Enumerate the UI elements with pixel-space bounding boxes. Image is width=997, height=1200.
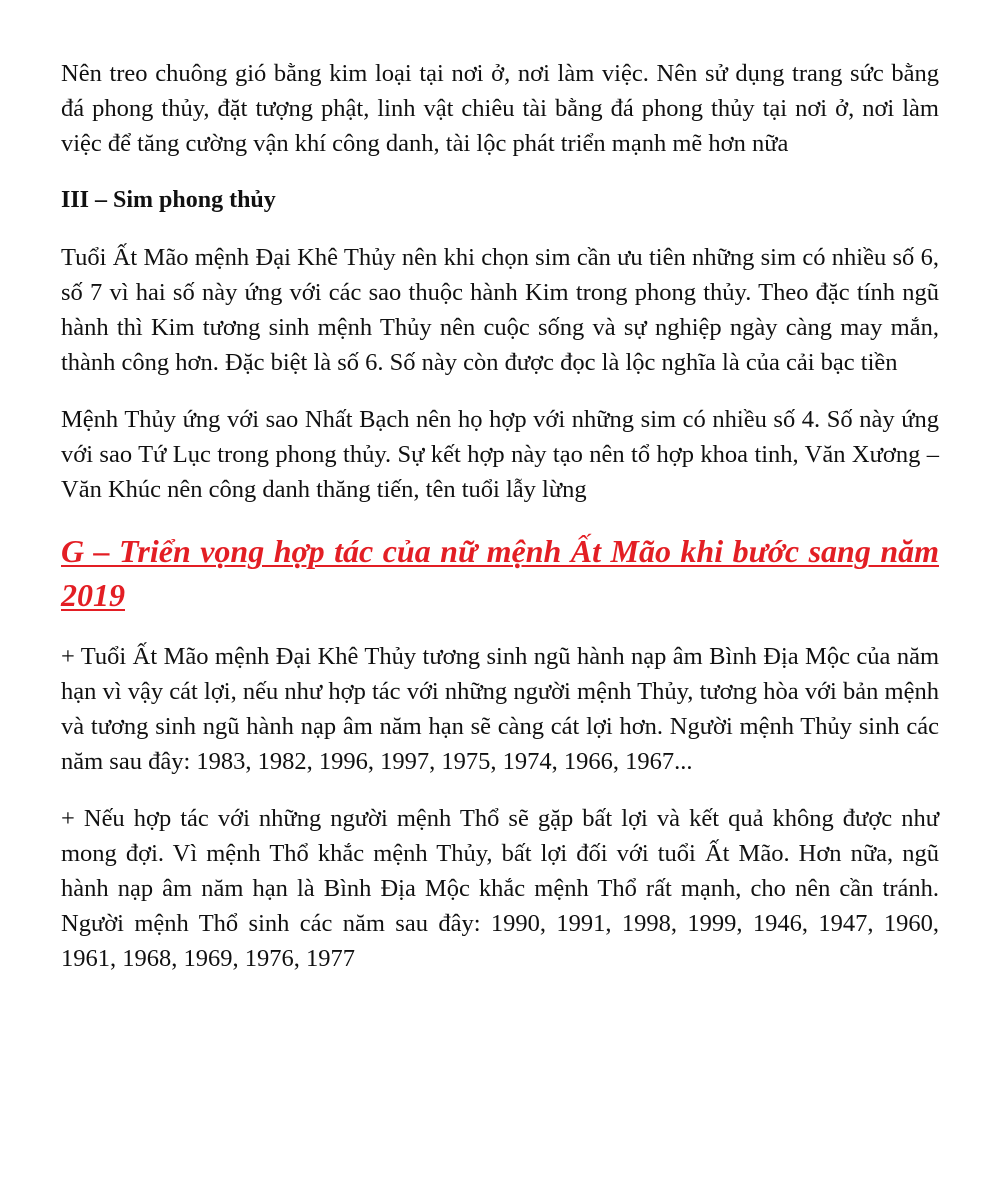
paragraph-number-four: Mệnh Thủy ứng với sao Nhất Bạch nên họ hợp với những sim có nhiều số 4. Số này ứng với sao Tứ Lục trong phong thủy. Sự kết hợp này tạo nên tổ hợp khoa tinh, Văn Xương – Văn Khúc nên công danh thăng tiến, tên tuổi lẫy lừng [61, 406, 939, 503]
document-page [61, 56, 939, 998]
paragraph-water-partners: + Tuổi Ất Mão mệnh Đại Khê Thủy tương sinh ngũ hành nạp âm Bình Địa Mộc của năm hạn vì vậy cát lợi, nếu như hợp tác với những người mệnh Thủy, tương hòa với bản mệnh và tương sinh ngũ hành nạp âm năm hạn sẽ càng cát lợi hơn. Người mệnh Thủy sinh các năm sau đây: 1983, 1982, 1996, 1997, 1975, 1974, 1966, 1967... [61, 643, 939, 775]
section-heading-sim: III – Sim phong thủy [61, 187, 276, 213]
paragraph-earth-partners: + Nếu hợp tác với những người mệnh Thổ sẽ gặp bất lợi và kết quả không được như mong đợi. Vì mệnh Thổ khắc mệnh Thủy, bất lợi đối với tuổi Ất Mão. Hơn nữa, ngũ hành nạp âm năm hạn là Bình Địa Mộc khắc mệnh Thổ rất mạnh, cho nên cần tránh. Người mệnh Thổ sinh các năm sau đây: 1990, 1991, 1998, 1999, 1946, 1947, 1960, 1961, 1968, 1969, 1976, 1977 [61, 805, 939, 972]
paragraph-sim-numbers: Tuổi Ất Mão mệnh Đại Khê Thủy nên khi chọn sim cần ưu tiên những sim có nhiều số 6, số 7 vì hai số này ứng với các sao thuộc hành Kim trong phong thủy. Theo đặc tính ngũ hành thì Kim tương sinh mệnh Thủy nên cuộc sống và sự nghiệp ngày càng may mắn, thành công hơn. Đặc biệt là số 6. Số này còn được đọc là lộc nghĩa là của cải bạc tiền [61, 244, 939, 376]
section-heading-cooperation: G – Triển vọng hợp tác của nữ mệnh Ất Mão khi bước sang năm 2019 [61, 533, 939, 613]
paragraph-wind-chime: Nên treo chuông gió bằng kim loại tại nơi ở, nơi làm việc. Nên sử dụng trang sức bằng đá phong thủy, đặt tượng phật, linh vật chiêu tài bằng đá phong thủy tại nơi ở, nơi làm việc để tăng cường vận khí công danh, tài lộc phát triển mạnh mẽ hơn nữa [61, 60, 939, 157]
